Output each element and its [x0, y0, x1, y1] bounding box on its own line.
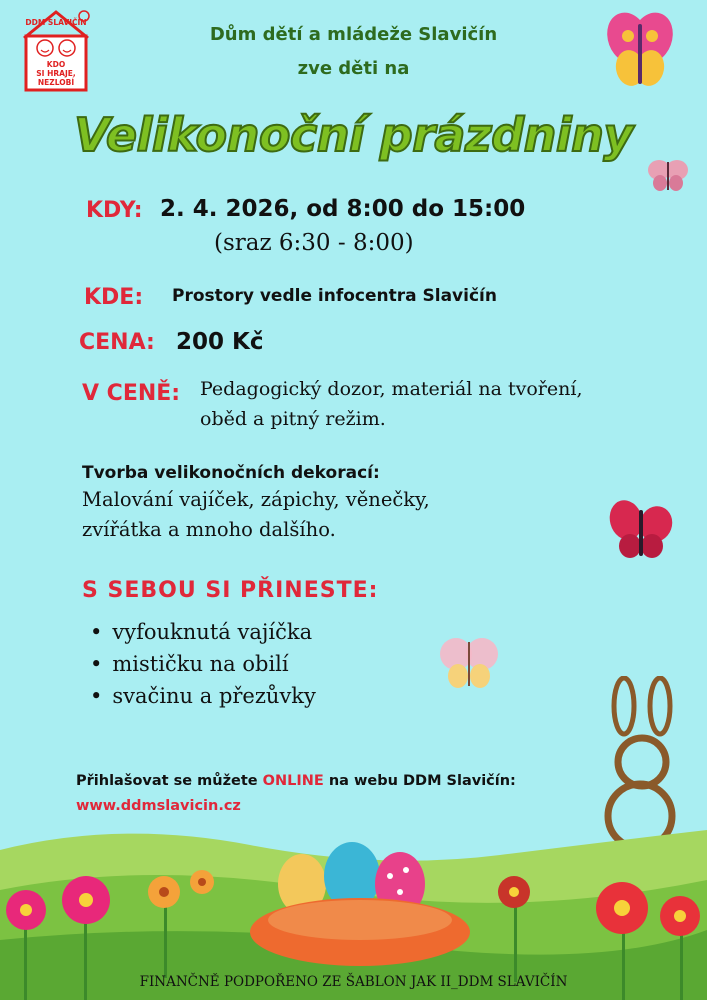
- activities-line-2: zvířátka a mnoho dalšího.: [82, 518, 336, 541]
- registration-text: [76, 773, 516, 789]
- logo-name: DDM SLAVIČÍN: [25, 18, 87, 27]
- header-org: Dům dětí a mládeže Slavičín: [209, 24, 498, 45]
- logo-slogan-3: NEZLOBÍ: [37, 78, 75, 87]
- header-invite: zve děti na: [297, 58, 410, 79]
- ddm-logo: [20, 8, 92, 92]
- footer-note: FINANČNĚ PODPOŘENO ZE ŠABLON JAK II_DDM SLAVIČÍN: [139, 974, 568, 990]
- registration-suffix: na webu DDM Slavičín:: [323, 773, 516, 789]
- list-item: • svačinu a přezůvky: [90, 680, 316, 712]
- registration-url[interactable]: www.ddmslavicin.cz: [76, 798, 241, 814]
- activities-line-1: Malování vajíček, zápichy, věnečky,: [82, 488, 430, 511]
- list-item: • vyfouknutá vajíčka: [90, 616, 316, 648]
- bring-heading: S SEBOU SI PŘINESTE:: [82, 578, 379, 603]
- included-line-2: oběd a pitný režim.: [200, 408, 386, 430]
- logo-slogan-2: SI HRAJE,: [36, 69, 76, 78]
- flower-icon: [486, 872, 546, 982]
- butterfly-icon: [608, 498, 674, 562]
- logo-slogan-1: KDO: [46, 60, 66, 69]
- butterfly-icon: [604, 8, 676, 96]
- bring-list: [90, 616, 316, 712]
- list-item: • mističku na obilí: [90, 648, 316, 680]
- activities-heading: Tvorba velikonočních dekorací:: [82, 463, 380, 483]
- easter-eggs-nest: [250, 840, 470, 970]
- registration-prefix: Přihlašovat se můžete: [76, 773, 263, 789]
- butterfly-icon: [438, 634, 500, 692]
- when-label: KDY:: [86, 198, 143, 223]
- when-note: (sraz 6:30 - 8:00): [214, 230, 414, 256]
- registration-online: ONLINE: [262, 773, 324, 789]
- where-label: KDE:: [84, 285, 144, 310]
- price-label: CENA:: [79, 330, 155, 355]
- when-value: 2. 4. 2026, od 8:00 do 15:00: [160, 196, 526, 222]
- page-title: Velikonoční prázdniny: [74, 108, 633, 162]
- included-line-1: Pedagogický dozor, materiál na tvoření,: [200, 378, 583, 400]
- price-value: 200 Kč: [176, 329, 264, 355]
- included-label: V CENĚ:: [82, 381, 181, 406]
- flower-icon: [140, 868, 220, 978]
- where-value: Prostory vedle infocentra Slavičín: [172, 286, 497, 306]
